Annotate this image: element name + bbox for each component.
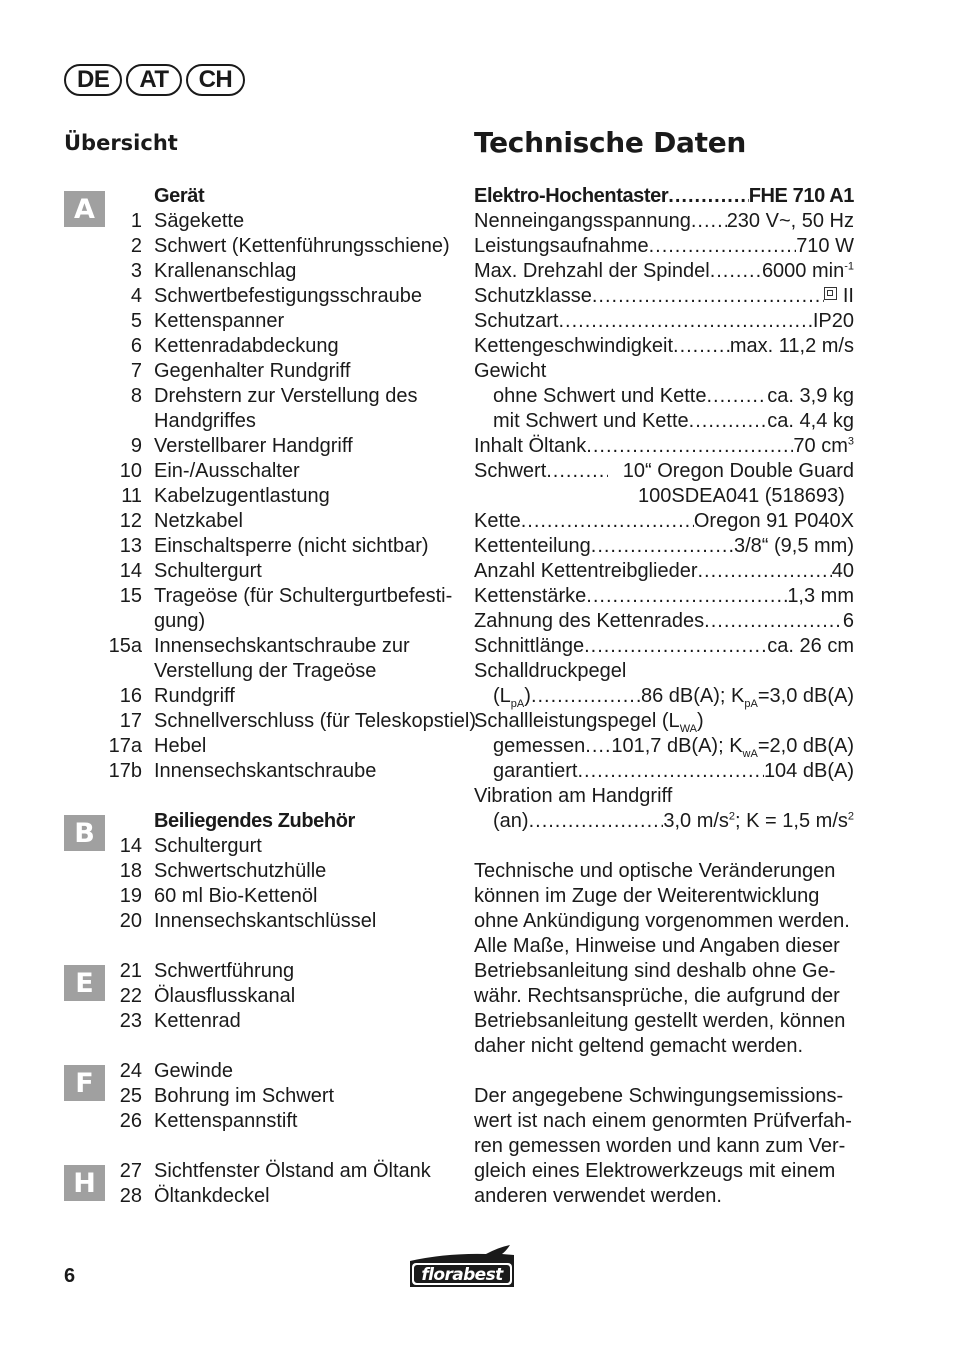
overview-item-label: Verstellbarer Handgriff [154, 435, 353, 457]
overview-item-number: 12 [119, 510, 142, 532]
overview-item-label: Ölausflusskanal [154, 985, 296, 1007]
overview-item [0, 759, 470, 784]
overview-item [0, 959, 470, 984]
overview-list [0, 0, 476, 1230]
overview-item-label: Ein-/Ausschalter [154, 460, 300, 482]
paragraph-line: wert ist nach einem genormten Prüfverfah- [474, 1110, 852, 1132]
overview-item-label: Kettenspannstift [154, 1110, 298, 1132]
spec-bar-model: 100SDEA041 (518693) [638, 485, 845, 507]
overview-item-label: Kettenradabdeckung [154, 335, 339, 357]
overview-item-label: Kettenspanner [154, 310, 285, 332]
overview-item-label: Innensechskantschraube zur [154, 635, 410, 657]
overview-item [0, 1184, 470, 1209]
overview-item-label: Rundgriff [154, 685, 235, 707]
overview-item [0, 884, 470, 909]
overview-subtitle: Gerät [154, 185, 205, 207]
spec-sound-power-label: Schallleistungspegel $(L_{WA})$ [474, 710, 704, 735]
overview-item-label: Verstellung der Trageöse [154, 660, 377, 682]
spec-drive-links: Anzahl Kettentreibglieder ..... 40 [474, 559, 854, 584]
overview-item [0, 259, 470, 284]
spec-protection-type: Schutzart ..... IP20 [474, 309, 854, 334]
overview-item-number: 11 [121, 485, 142, 507]
overview-item-number: 17a [108, 735, 142, 757]
paragraph-line: ohne Ankündigung vorgenommen werden. [474, 910, 850, 932]
paragraph-line: ren gemessen worden und kann zum Ver- [474, 1135, 846, 1157]
overview-item [0, 559, 470, 584]
overview-item [0, 1084, 470, 1109]
spec-vibration-label: Vibration am Handgriff [474, 785, 673, 807]
florabest-logo [406, 1244, 518, 1290]
overview-item-label: Handgriffes [154, 410, 256, 432]
overview-item-label: Schultergurt [154, 560, 262, 582]
overview-item-label: Innensechskantschraube [154, 760, 377, 782]
paragraph-line: gleich eines Elektrowerkzeugs mit einem [474, 1160, 836, 1182]
section-badge-b: B [64, 815, 105, 851]
overview-item-number: 28 [119, 1185, 142, 1207]
overview-item-number: 2 [130, 235, 142, 257]
overview-item-number: 21 [119, 960, 142, 982]
spec-cut-length: Schnittlänge ..... ca. 26 cm [474, 634, 854, 659]
overview-item-label: Netzkabel [154, 510, 243, 532]
overview-item [0, 359, 470, 384]
overview-item-number: 3 [130, 260, 142, 282]
paragraph-line: Betriebsanleitung sind deshalb ohne Ge- [474, 960, 836, 982]
paragraph-line: währ. Rechtsansprüche, die aufgrund der [474, 985, 840, 1007]
overview-item-label: Krallenanschlag [154, 260, 297, 282]
spec-protection-class: Schutzklasse ..... II [474, 284, 854, 309]
overview-item-number: 9 [130, 435, 142, 457]
overview-item-label: 60 ml Bio-Kettenöl [154, 885, 318, 907]
overview-item [0, 1159, 470, 1184]
overview-item-label: Hebel [154, 735, 207, 757]
overview-item-label: Schnellverschluss (für Teleskopstiel) [154, 710, 476, 732]
spec-chain: Kette ..... Oregon 91 P040X [474, 509, 854, 534]
overview-item-label: Bohrung im Schwert [154, 1085, 335, 1107]
overview-item-label: Gegenhalter Rundgriff [154, 360, 351, 382]
spec-power: Leistungsaufnahme ..... 710 W [474, 234, 854, 259]
overview-item-number: 18 [119, 860, 142, 882]
spec-weight-bar: mit Schwert und Kette ..... ca. 4,4 kg [493, 409, 854, 434]
overview-item [0, 509, 470, 534]
spec-chain-speed: Kettengeschwindigkeit ..... max. 11,2 m/s [474, 334, 854, 359]
overview-item-number: 13 [119, 535, 142, 557]
spec-speed: Max. Drehzahl der Spindel ..... 6000 $\min^{-1}$ [474, 259, 854, 284]
section-badge-h: H [64, 1165, 105, 1201]
overview-title: Übersicht [64, 131, 178, 155]
overview-item [0, 584, 470, 634]
overview-item-number: 19 [119, 885, 142, 907]
disclaimer-paragraph [474, 859, 874, 1059]
overview-subtitle: Beiliegendes Zubehör [154, 810, 355, 832]
paragraph-line: Der angegebene Schwingungsemissions- [474, 1085, 844, 1107]
overview-item-label: Innensechskantschlüssel [154, 910, 377, 932]
tech-title: Technische Daten [474, 126, 747, 159]
overview-item-label: Öltankdeckel [154, 1185, 270, 1207]
overview-item-number: 10 [119, 460, 142, 482]
overview-item [0, 334, 470, 359]
overview-item-number: 24 [119, 1060, 142, 1082]
paragraph-line: Betriebsanleitung gestellt werden, können [474, 1010, 846, 1032]
section-badge-a: A [64, 191, 105, 227]
spec-weight-no-bar: ohne Schwert und Kette ..... ca. 3,9 kg [493, 384, 854, 409]
overview-item [0, 984, 470, 1009]
section-badge-f: F [64, 1065, 105, 1101]
overview-item-label: Schwertschutzhülle [154, 860, 327, 882]
lang-badge-de: DE [64, 64, 122, 96]
overview-item-label: Einschaltsperre (nicht sichtbar) [154, 535, 429, 557]
section-badge-e: E [64, 965, 105, 1001]
overview-item [0, 634, 470, 684]
paragraph-line: können im Zuge der Weiterentwicklung [474, 885, 820, 907]
overview-item-number: 25 [119, 1085, 142, 1107]
overview-item-number: 17b [108, 760, 142, 782]
overview-item-number: 15 [119, 585, 142, 607]
overview-item-label: Schwertbefestigungsschraube [154, 285, 422, 307]
overview-item-number: 22 [119, 985, 142, 1007]
overview-item-number: 14 [119, 560, 142, 582]
spec-vibration: (an) ..... 3,0 $m/s^2$; K = 1,5 $m/s^2$ [493, 809, 854, 834]
overview-item-number: 4 [130, 285, 142, 307]
paragraph-line: daher nicht geltend gemacht werden. [474, 1035, 804, 1057]
overview-item-label: Sägekette [154, 210, 245, 232]
overview-item [0, 209, 470, 234]
overview-item [0, 284, 470, 309]
spec-sprocket-teeth: Zahnung des Kettenrades ..... 6 [474, 609, 854, 634]
overview-item [0, 434, 470, 459]
overview-item-label: Gewinde [154, 1060, 233, 1082]
overview-item [0, 234, 470, 259]
spec-sound-pressure-label: Schalldruckpegel [474, 660, 627, 682]
spec-bar: Schwert ..... 10“ Oregon Double Guard [474, 459, 854, 484]
overview-item-number: 16 [119, 685, 142, 707]
overview-item-label: Kabelzugentlastung [154, 485, 330, 507]
overview-item-number: 14 [119, 835, 142, 857]
spec-input-voltage: Nenneingangsspannung ..... 230 V~, 50 Hz [474, 209, 854, 234]
overview-item [0, 1109, 470, 1134]
overview-item-label: Schwert (Kettenführungsschiene) [154, 235, 450, 257]
overview-item-label: Sichtfenster Ölstand am Öltank [154, 1160, 431, 1182]
overview-item-number: 26 [119, 1110, 142, 1132]
overview-item [0, 834, 470, 859]
overview-item-number: 7 [130, 360, 142, 382]
overview-item-label: Kettenrad [154, 1010, 241, 1032]
overview-item [0, 1009, 470, 1034]
overview-item [0, 684, 470, 709]
overview-item-label: Schwertführung [154, 960, 295, 982]
paragraph-line: Technische und optische Veränderungen [474, 860, 836, 882]
overview-item-number: 5 [130, 310, 142, 332]
spec-sound-pressure: $(L_{pA})$ ..... 86 dB(A); $K_{pA}=3,0$ dB(A) [493, 684, 854, 709]
overview-item [0, 734, 470, 759]
page-number: 6 [64, 1265, 76, 1287]
vibration-note-paragraph [474, 1084, 874, 1209]
overview-item-number: 27 [119, 1160, 142, 1182]
overview-item-number: 8 [130, 385, 142, 407]
spec-sound-guaranteed: garantiert ..... 104 dB(A) [493, 759, 854, 784]
overview-item [0, 309, 470, 334]
overview-item-label: gung) [154, 610, 206, 632]
overview-item-label: Trageöse (für Schultergurtbefesti- [154, 585, 453, 607]
overview-item-label: Drehstern zur Verstellung des [154, 385, 418, 407]
overview-item [0, 1059, 470, 1084]
spec-oil: Inhalt Öltank ..... 70 $cm^3$ [474, 434, 854, 459]
paragraph-line: anderen verwendet werden. [474, 1185, 722, 1207]
overview-item [0, 534, 470, 559]
overview-item [0, 709, 476, 734]
overview-item [0, 909, 470, 934]
overview-item-label: Schultergurt [154, 835, 262, 857]
overview-item-number: 6 [130, 335, 142, 357]
spec-product: Elektro-Hochentaster ..... FHE 710 A1 [474, 184, 854, 209]
overview-item [0, 859, 470, 884]
overview-item-number: 20 [119, 910, 142, 932]
spec-gauge: Kettenstärke ..... 1,3 mm [474, 584, 854, 609]
overview-item-number: 1 [130, 210, 142, 232]
spec-sound-measured: gemessen ..... 101,7 dB(A); $K_{wA}=2,0$ dB(A) [493, 734, 854, 759]
overview-item [0, 384, 470, 434]
spec-pitch: Kettenteilung ..... 3/8“ (9,5 mm) [474, 534, 854, 559]
lang-badge-ch: CH [186, 64, 246, 96]
double-insulation-icon [824, 287, 837, 300]
svg-text:florabest: florabest [421, 1265, 503, 1285]
overview-item-number: 15a [108, 635, 142, 657]
lang-badge-at: AT [126, 64, 181, 96]
paragraph-line: Alle Maße, Hinweise und Angaben dieser [474, 935, 840, 957]
spec-weight-label: Gewicht [474, 360, 547, 382]
overview-item-number: 23 [119, 1010, 142, 1032]
overview-item-number: 17 [119, 710, 142, 732]
overview-item [0, 459, 470, 484]
overview-item [0, 484, 470, 509]
